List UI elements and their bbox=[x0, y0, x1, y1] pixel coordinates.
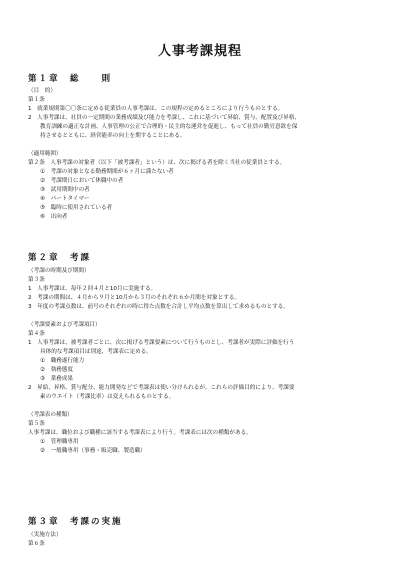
paragraph-continuation: 持させるとともに、経営能率の向上を期することにある。 bbox=[40, 133, 186, 139]
article-number: 第１条 bbox=[28, 97, 45, 103]
article-number: 第５条 bbox=[28, 421, 45, 427]
chapter-heading-2: 第２章 考課 bbox=[28, 253, 92, 263]
list-item: ③ 業務成果 bbox=[40, 376, 73, 382]
article-line: 人事考課は、職位および職種に該当する考課表により行う。考課表には次の種類がある。 bbox=[28, 430, 252, 436]
list-item: ③ 試用期間中の者 bbox=[40, 187, 90, 193]
paragraph-continuation: 素のウエイト（考課比率）は変えられるものとする。 bbox=[40, 394, 175, 400]
section-title: （目 的） bbox=[28, 88, 56, 94]
article-number: 第４条 bbox=[28, 331, 45, 337]
section-title: （実施方法） bbox=[28, 532, 62, 538]
article-line: 第２条 人事考課の対象者（以下「被考課者」という）は、次に掲げる者を除く当社の従業員とする。 bbox=[28, 160, 286, 166]
list-item: ① 考課の対象となる勤務期間が６ヶ月に満たない者 bbox=[40, 169, 174, 175]
list-item: ① 職務遂行能力 bbox=[40, 358, 85, 364]
article-number: 第３条 bbox=[28, 277, 45, 283]
list-item: ⑥ 出向者 bbox=[40, 214, 68, 220]
list-item: ② 執務態度 bbox=[40, 367, 73, 373]
list-item: ① 管理職専用 bbox=[40, 439, 79, 445]
list-item: 3 年度の考課点数は、前号のそれぞれの時に得た点数を合計し平均点数を算出して求めるものとする。 bbox=[28, 304, 289, 310]
list-item: ② 考課期日において休職中の者 bbox=[40, 178, 124, 184]
paragraph-continuation: 具体的な考課項目は別途、考課表に定める。 bbox=[40, 349, 152, 355]
chapter-heading-1: 第１章 総 則 bbox=[28, 74, 113, 84]
paragraph: 2 昇給、昇格、賞与配分、能力開発などで考課表は使い分けられるが、これらの評価目的により、考課要 bbox=[28, 385, 295, 391]
paragraph-continuation: 教育訓練の適正な計画、人事管理の公正で合理的・民主的な運営を促進し、もって社員の勤労意欲を保 bbox=[40, 124, 298, 130]
paragraph: 1 就業規則第〇〇条に定める従業員の人事考課は、この規程の定めるところにより行うものとする。 bbox=[28, 106, 284, 112]
section-title: （考課の時期及び期間） bbox=[28, 268, 90, 274]
chapter-1-body bbox=[28, 87, 374, 222]
article-number: 第６条 bbox=[28, 541, 45, 547]
paragraph: 2 人事考課は、社員の一定期間の業務成績及び能力を考課し、これに基づいて昇給、賞与、配置及び昇格、 bbox=[28, 115, 301, 121]
list-item: ④ パートタイマー bbox=[40, 196, 90, 202]
list-item: 2 考課の期間は、４月から９月と10月から３月のそれぞれ６か月間を対象とする。 bbox=[28, 295, 241, 301]
list-item: ② 一般職専用（事務・販売職、製造職） bbox=[40, 448, 146, 454]
paragraph: 1 人事考課は、被考課者ごとに、次に掲げる考課要素について行うものとし、考課者が実際に評価を行う bbox=[28, 340, 295, 346]
list-item: 1 人事考課は、毎年２回４月と10月に実施する。 bbox=[28, 286, 157, 292]
section-title: （考課表の種類） bbox=[28, 412, 73, 418]
page-title: 人事考課規程 bbox=[157, 44, 242, 59]
list-item: ⑤ 臨時に使用されている者 bbox=[40, 205, 113, 211]
chapter-3-body bbox=[28, 531, 374, 549]
chapter-2-body bbox=[28, 267, 374, 456]
section-title: （適用範囲） bbox=[28, 151, 62, 157]
section-title: （考課要素および考課項目） bbox=[28, 322, 101, 328]
chapter-heading-3: 第３章 考課の実施 bbox=[28, 517, 123, 527]
